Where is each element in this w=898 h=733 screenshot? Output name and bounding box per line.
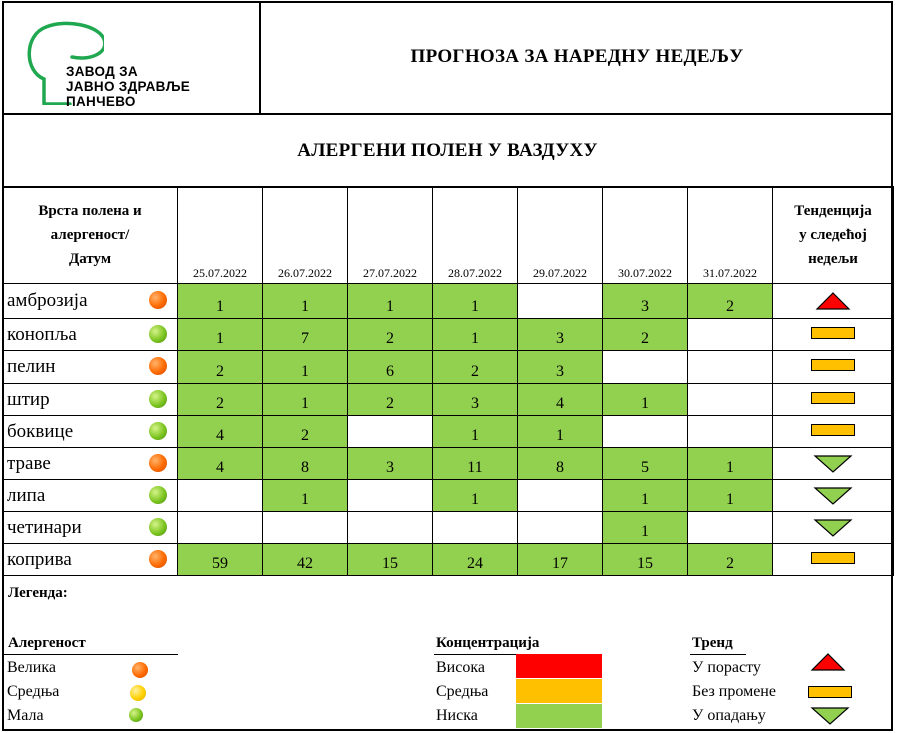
concentration-cell: 24 [433, 544, 518, 576]
species-cell [3, 351, 178, 384]
concentration-cell: 17 [518, 544, 603, 576]
table-row [3, 512, 894, 544]
concentration-cell [518, 512, 603, 544]
concentration-cell: 1 [688, 448, 773, 480]
table-header-row [3, 187, 894, 284]
concentration-cell: 1 [348, 284, 433, 319]
low-allergenicity-dot-icon [129, 708, 143, 722]
species-cell [3, 448, 178, 480]
legend-concentration-low-label: Ниска [436, 707, 478, 724]
legend-trend-up-label: У порасту [692, 659, 761, 676]
concentration-cell: 15 [603, 544, 688, 576]
concentration-cell: 15 [348, 544, 433, 576]
concentration-cell: 1 [178, 284, 263, 319]
species-name: штир [7, 388, 50, 410]
concentration-cell [348, 416, 433, 448]
page-subtitle: АЛЕРГЕНИ ПОЛЕН У ВАЗДУХУ [297, 139, 598, 161]
species-name: липа [7, 484, 46, 506]
concentration-cell: 2 [348, 384, 433, 416]
concentration-cell: 8 [518, 448, 603, 480]
triangle-down-icon [813, 486, 853, 506]
high-allergenicity-dot-icon [149, 357, 167, 375]
medium-concentration-swatch [516, 679, 602, 703]
table-row [3, 480, 894, 512]
species-cell [3, 319, 178, 351]
concentration-cell: 3 [518, 319, 603, 351]
species-cell [3, 284, 178, 319]
species-name: траве [7, 452, 51, 474]
table-row [3, 544, 894, 576]
concentration-cell [603, 416, 688, 448]
column-header-date: 27.07.2022 [348, 187, 433, 284]
trend-cell [773, 416, 894, 448]
legend-concentration-heading: Концентрација [436, 635, 540, 651]
title-cell [261, 1, 893, 115]
concentration-cell: 1 [263, 284, 348, 319]
concentration-cell: 2 [688, 544, 773, 576]
species-cell [3, 512, 178, 544]
triangle-down-icon [813, 454, 853, 474]
column-header-date: 26.07.2022 [263, 187, 348, 284]
column-header-date: 30.07.2022 [603, 187, 688, 284]
concentration-cell: 1 [603, 384, 688, 416]
table-row [3, 351, 894, 384]
pollen-table [2, 186, 894, 576]
concentration-cell: 3 [518, 351, 603, 384]
concentration-cell: 1 [603, 512, 688, 544]
concentration-cell: 2 [603, 319, 688, 351]
triangle-down-icon [810, 706, 850, 726]
concentration-cell [433, 512, 518, 544]
species-cell [3, 384, 178, 416]
trend-cell [773, 512, 894, 544]
species-name: коприва [7, 548, 72, 570]
concentration-cell [603, 351, 688, 384]
species-cell [3, 416, 178, 448]
table-row [3, 448, 894, 480]
concentration-cell [688, 384, 773, 416]
trend-cell [773, 319, 894, 351]
column-header-date: 31.07.2022 [688, 187, 773, 284]
column-header-line: у следећој [799, 227, 867, 243]
high-concentration-swatch [516, 654, 602, 678]
species-name: боквице [7, 420, 74, 442]
logo-line-1: ЗАВОД ЗА [66, 64, 138, 79]
species-name: четинари [7, 516, 82, 538]
page-title: ПРОГНОЗА ЗА НАРЕДНУ НЕДЕЉУ [410, 46, 744, 67]
species-cell [3, 480, 178, 512]
legend-divider [690, 654, 746, 655]
legend-concentration-medium-label: Средња [436, 683, 489, 700]
table-row [3, 284, 894, 319]
concentration-cell: 2 [263, 416, 348, 448]
concentration-cell: 3 [348, 448, 433, 480]
trend-cell [773, 544, 894, 576]
bar-icon [811, 327, 855, 339]
concentration-cell [518, 284, 603, 319]
concentration-cell: 8 [263, 448, 348, 480]
concentration-cell [688, 416, 773, 448]
legend-allergenicity-high-label: Велика [7, 659, 56, 676]
column-header-line: алергеност/ [50, 227, 130, 243]
logo-cell [2, 1, 261, 115]
concentration-cell: 11 [433, 448, 518, 480]
bar-icon [811, 552, 855, 564]
high-allergenicity-dot-icon [132, 662, 148, 678]
low-allergenicity-dot-icon [149, 390, 167, 408]
species-name: амброзија [7, 290, 88, 311]
low-allergenicity-dot-icon [149, 486, 167, 504]
column-header-trend [773, 187, 894, 284]
trend-cell [773, 480, 894, 512]
legend-trend-same-label: Без промене [692, 683, 776, 700]
concentration-cell: 1 [433, 416, 518, 448]
legend-title: Легенда: [8, 585, 68, 601]
concentration-cell: 1 [263, 351, 348, 384]
concentration-cell: 5 [603, 448, 688, 480]
concentration-cell: 2 [178, 384, 263, 416]
legend [2, 573, 893, 731]
concentration-cell: 1 [178, 319, 263, 351]
pollen-table-body [3, 187, 894, 576]
column-header-date: 25.07.2022 [178, 187, 263, 284]
column-header-line: Врста полена и [38, 203, 142, 219]
trend-cell [773, 284, 894, 319]
table-row [3, 416, 894, 448]
low-allergenicity-dot-icon [149, 518, 167, 536]
legend-divider [4, 654, 178, 655]
low-concentration-swatch [516, 704, 602, 728]
legend-allergenicity-low-label: Мала [7, 707, 44, 724]
triangle-down-icon [813, 518, 853, 538]
column-header-line: Датум [68, 251, 112, 267]
concentration-cell: 59 [178, 544, 263, 576]
triangle-up-icon [815, 291, 851, 311]
concentration-cell: 3 [433, 384, 518, 416]
high-allergenicity-dot-icon [149, 550, 167, 568]
concentration-cell: 1 [603, 480, 688, 512]
concentration-cell: 42 [263, 544, 348, 576]
concentration-cell: 2 [178, 351, 263, 384]
concentration-cell [518, 480, 603, 512]
legend-allergenicity-heading: Алергеност [8, 635, 86, 651]
bar-icon [811, 359, 855, 371]
concentration-cell: 3 [603, 284, 688, 319]
concentration-cell [178, 480, 263, 512]
species-name: пелин [7, 356, 56, 377]
concentration-cell [688, 351, 773, 384]
concentration-cell: 4 [178, 448, 263, 480]
trend-cell [773, 448, 894, 480]
concentration-cell: 1 [688, 480, 773, 512]
logo-line-3: ПАНЧЕВО [66, 94, 136, 109]
high-allergenicity-dot-icon [149, 291, 167, 309]
concentration-cell: 1 [518, 416, 603, 448]
subtitle-cell [2, 115, 893, 188]
column-header-date: 28.07.2022 [433, 187, 518, 284]
concentration-cell [178, 512, 263, 544]
concentration-cell [348, 480, 433, 512]
concentration-cell: 2 [348, 319, 433, 351]
concentration-cell: 1 [433, 319, 518, 351]
concentration-cell: 2 [688, 284, 773, 319]
legend-allergenicity-medium-label: Средња [7, 683, 60, 700]
bar-icon [808, 686, 852, 698]
species-cell [3, 544, 178, 576]
concentration-cell [688, 319, 773, 351]
high-allergenicity-dot-icon [149, 454, 167, 472]
trend-cell [773, 384, 894, 416]
low-allergenicity-dot-icon [149, 422, 167, 440]
logo-line-2: ЈАВНО ЗДРАВЉЕ [66, 79, 191, 94]
column-header-line: Тенденција [794, 203, 872, 219]
concentration-cell: 1 [433, 480, 518, 512]
concentration-cell: 6 [348, 351, 433, 384]
concentration-cell: 7 [263, 319, 348, 351]
low-allergenicity-dot-icon [149, 325, 167, 343]
species-name: конопља [7, 323, 77, 345]
concentration-cell: 4 [178, 416, 263, 448]
table-row [3, 384, 894, 416]
medium-allergenicity-dot-icon [130, 685, 146, 701]
concentration-cell: 2 [433, 351, 518, 384]
concentration-cell [688, 512, 773, 544]
concentration-cell: 4 [518, 384, 603, 416]
triangle-up-icon [810, 652, 846, 672]
concentration-cell: 1 [433, 284, 518, 319]
concentration-cell: 1 [263, 384, 348, 416]
table-row [3, 319, 894, 351]
concentration-cell [348, 512, 433, 544]
legend-trend-heading: Тренд [692, 635, 733, 651]
column-header-date: 29.07.2022 [518, 187, 603, 284]
logo-text [66, 64, 190, 109]
trend-cell [773, 351, 894, 384]
concentration-cell [263, 512, 348, 544]
concentration-cell: 1 [263, 480, 348, 512]
legend-trend-down-label: У опадању [692, 707, 766, 724]
bar-icon [811, 424, 855, 436]
column-header-species [3, 187, 178, 284]
legend-concentration-high-label: Висока [436, 659, 485, 676]
bar-icon [811, 392, 855, 404]
column-header-line: недељи [808, 251, 858, 267]
